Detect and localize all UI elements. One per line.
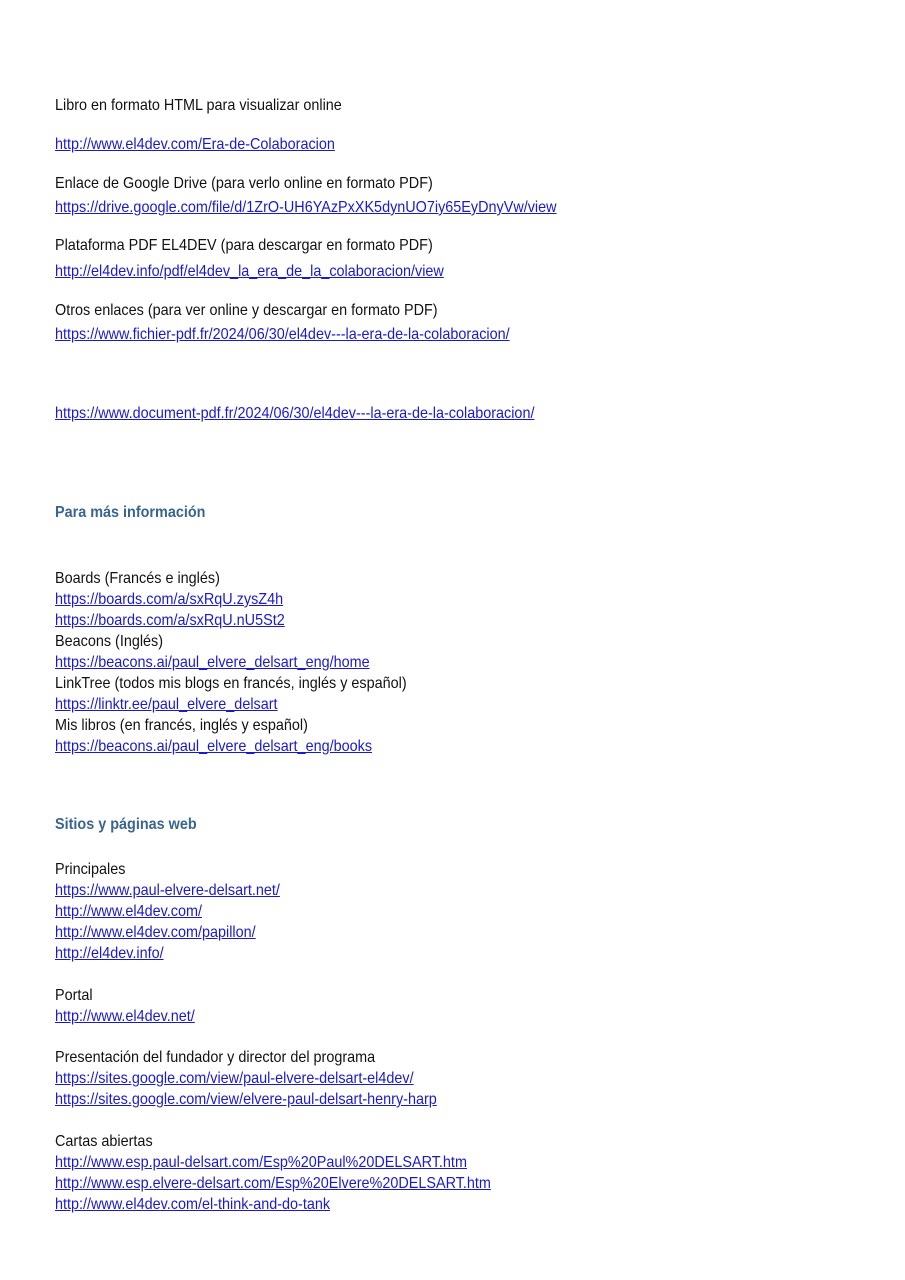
boards-link-1[interactable]: https://boards.com/a/sxRqU.zysZ4h: [55, 591, 284, 608]
linktree-link[interactable]: https://linktr.ee/paul_elvere_delsart: [55, 696, 278, 713]
open-letter-link-2[interactable]: http://www.esp.elvere-delsart.com/Esp%20Elvere%20DELSART.htm: [55, 1175, 491, 1192]
google-drive-link[interactable]: https://drive.google.com/file/d/1ZrO-UH6YAzPxXK5dynUO7iy65EyDnyVw/view: [55, 199, 557, 216]
main-site-link-1[interactable]: https://www.paul-elvere-delsart.net/: [55, 882, 280, 899]
beacons-label: Beacons (Inglés): [55, 633, 164, 650]
boards-label: Boards (Francés e inglés): [55, 570, 220, 587]
main-site-link-2[interactable]: http://www.el4dev.com/: [55, 903, 202, 920]
html-book-label: Libro en formato HTML para visualizar online: [55, 97, 342, 114]
open-letters-label: Cartas abiertas: [55, 1133, 153, 1150]
html-book-link[interactable]: http://www.el4dev.com/Era-de-Colaboracion: [55, 136, 335, 153]
pdf-platform-link[interactable]: http://el4dev.info/pdf/el4dev_la_era_de_la_colaboracion/view: [55, 263, 444, 280]
books-label: Mis libros (en francés, inglés y español): [55, 717, 308, 734]
founder-link-2[interactable]: https://sites.google.com/view/elvere-paul-delsart-henry-harp: [55, 1091, 437, 1108]
boards-link-2[interactable]: https://boards.com/a/sxRqU.nU5St2: [55, 612, 285, 629]
document-pdf-link[interactable]: https://www.document-pdf.fr/2024/06/30/el4dev---la-era-de-la-colaboracion/: [55, 405, 535, 422]
open-letter-link-3[interactable]: http://www.el4dev.com/el-think-and-do-tank: [55, 1196, 331, 1213]
pdf-platform-label: Plataforma PDF EL4DEV (para descargar en formato PDF): [55, 237, 433, 254]
portal-link[interactable]: http://www.el4dev.net/: [55, 1008, 195, 1025]
beacons-link[interactable]: https://beacons.ai/paul_elvere_delsart_eng/home: [55, 654, 370, 671]
google-drive-label: Enlace de Google Drive (para verlo online en formato PDF): [55, 175, 433, 192]
main-site-link-4[interactable]: http://el4dev.info/: [55, 945, 164, 962]
founder-link-1[interactable]: https://sites.google.com/view/paul-elvere-delsart-el4dev/: [55, 1070, 414, 1087]
more-info-heading: Para más información: [55, 504, 206, 521]
founder-label: Presentación del fundador y director del programa: [55, 1049, 376, 1066]
linktree-label: LinkTree (todos mis blogs en francés, inglés y español): [55, 675, 407, 692]
fichier-pdf-link[interactable]: https://www.fichier-pdf.fr/2024/06/30/el4dev---la-era-de-la-colaboracion/: [55, 326, 510, 343]
portal-label: Portal: [55, 987, 93, 1004]
main-sites-label: Principales: [55, 861, 126, 878]
websites-heading: Sitios y páginas web: [55, 816, 197, 833]
open-letter-link-1[interactable]: http://www.esp.paul-delsart.com/Esp%20Paul%20DELSART.htm: [55, 1154, 467, 1171]
main-site-link-3[interactable]: http://www.el4dev.com/papillon/: [55, 924, 256, 941]
books-link[interactable]: https://beacons.ai/paul_elvere_delsart_eng/books: [55, 738, 373, 755]
other-links-label: Otros enlaces (para ver online y descargar en formato PDF): [55, 302, 438, 319]
